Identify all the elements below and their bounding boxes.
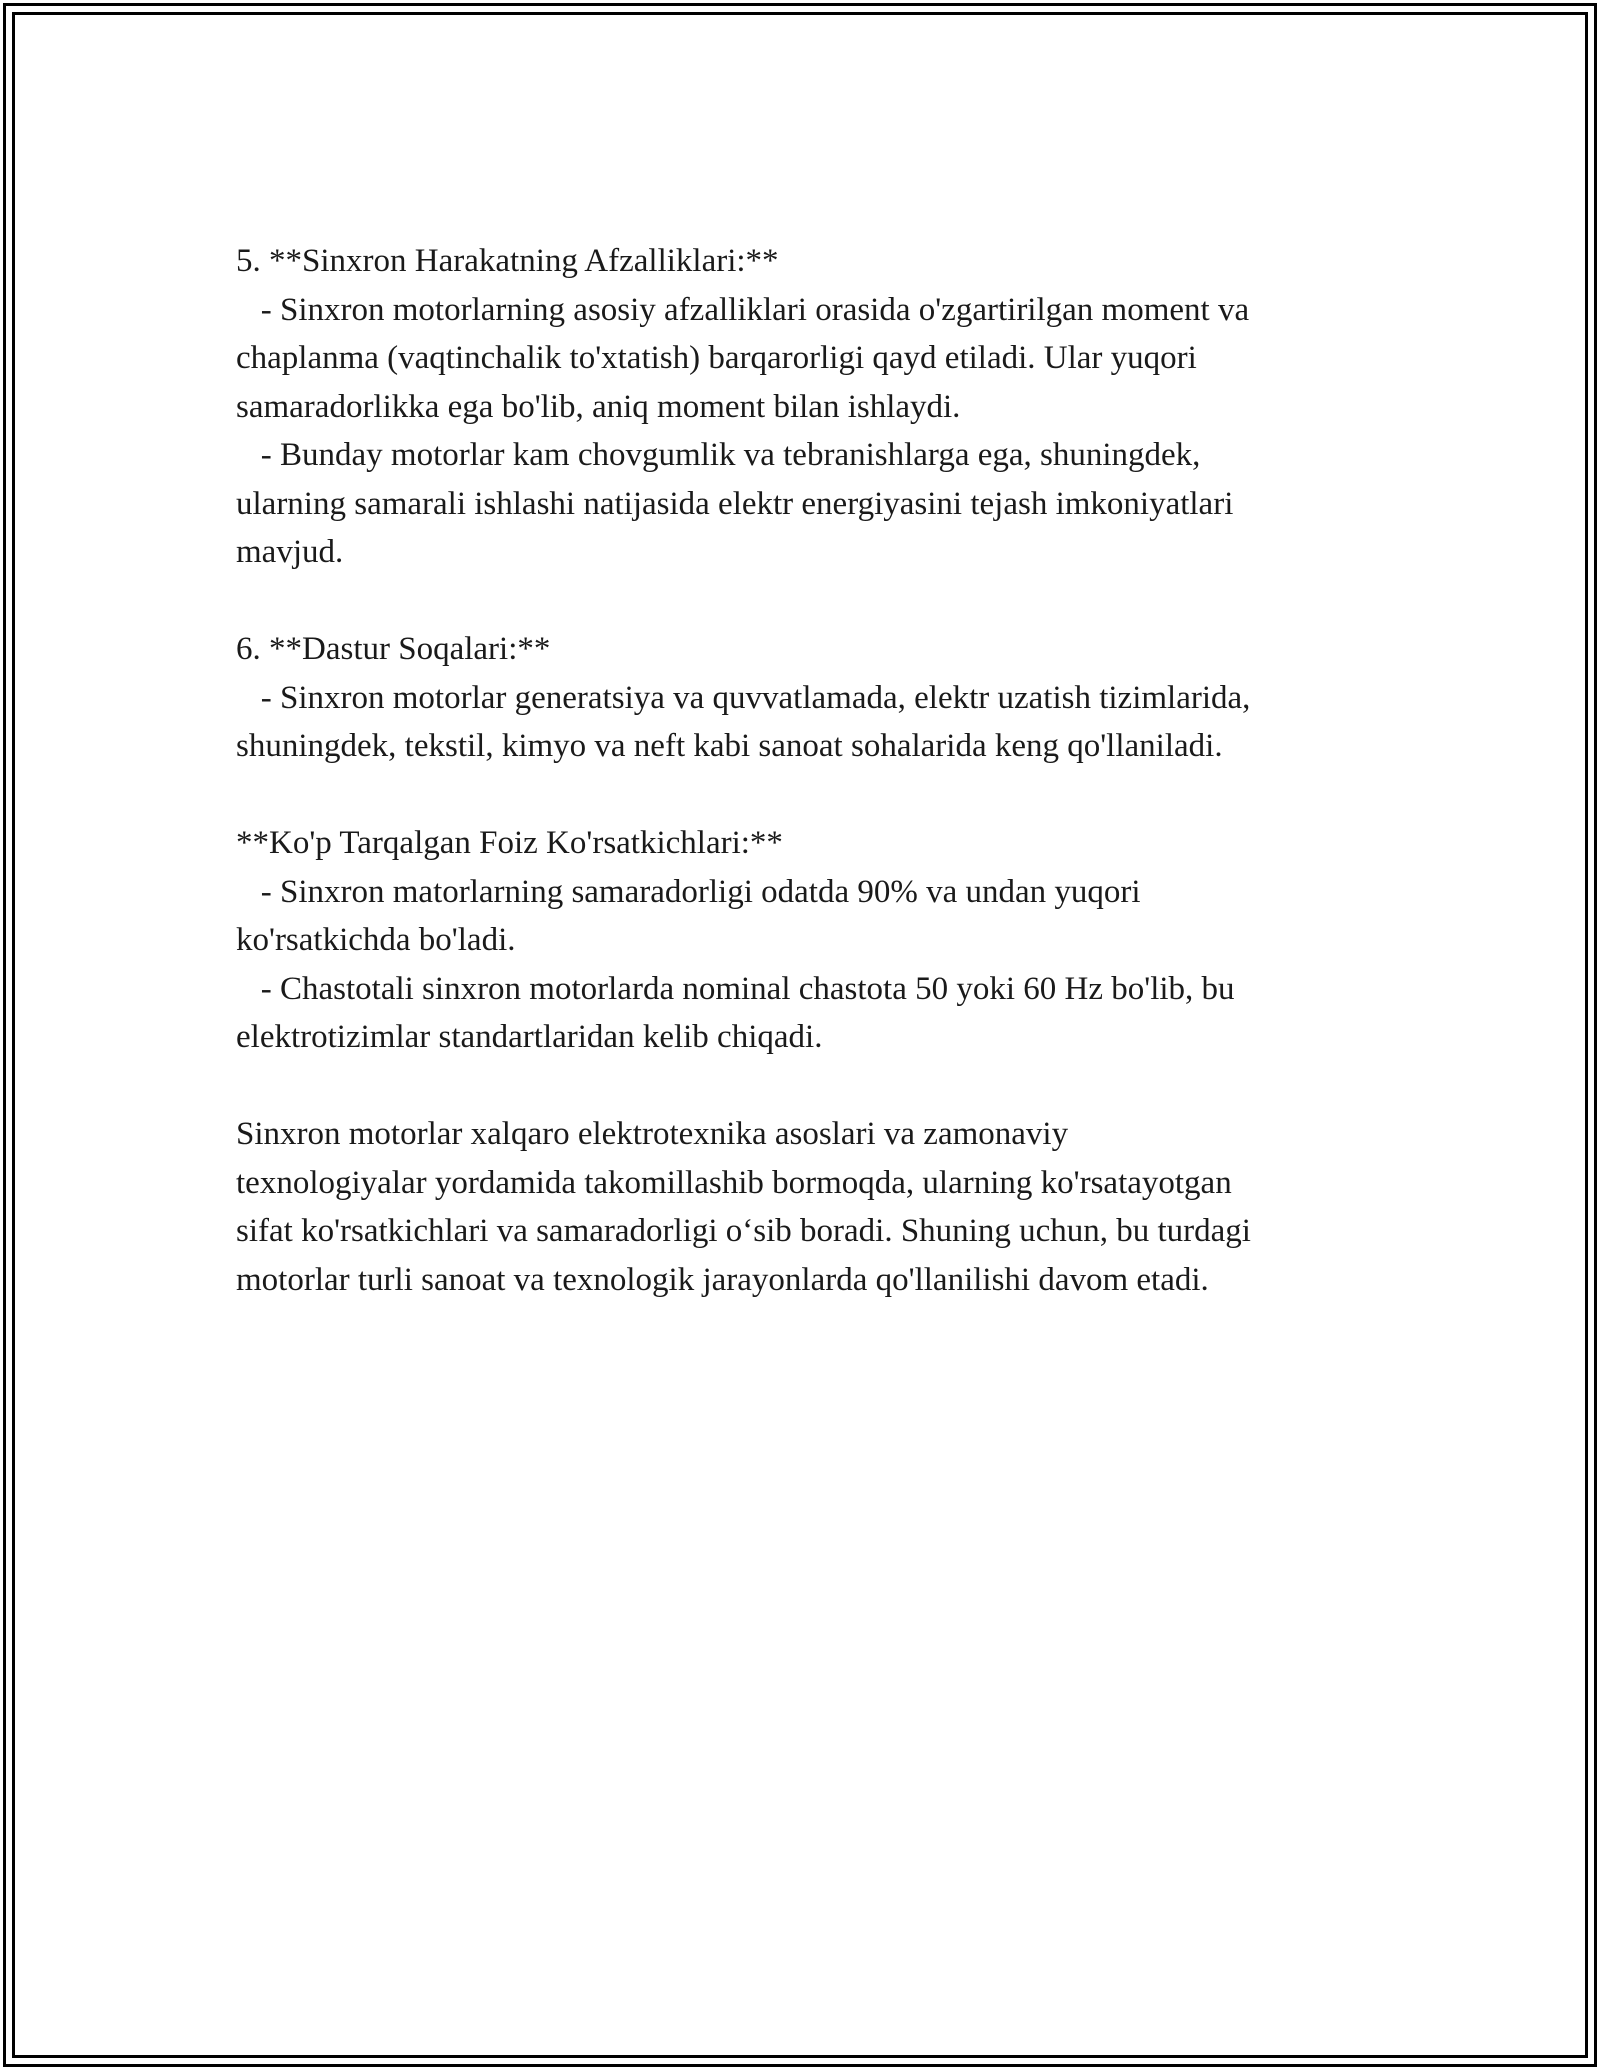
section-heading: 5. **Sinxron Harakatning Afzalliklari:** [236,243,779,279]
paragraph-line: Sinxron motorlar xalqaro elektrotexnika asoslari va zamonaviy [236,1116,1069,1152]
paragraph-line: samaradorlikka ega bo'lib, aniq moment bilan ishlaydi. [236,388,961,425]
section-statistics [236,819,1376,1062]
paragraph-line: texnologiyalar yordamida takomillashib bormoqda, ularning ko'rsatayotgan [236,1164,1232,1201]
section-heading: **Ko'p Tarqalgan Foiz Ko'rsatkichlari:** [236,825,783,861]
paragraph-line: - Chastotali sinxron motorlarda nominal chastota 50 yoki 60 Hz bo'lib, bu [236,970,1235,1007]
paragraph-line: elektrotizimlar standartlaridan kelib chiqadi. [236,1019,823,1055]
blank-line [236,771,1376,820]
section-heading: 6. **Dastur Soqalari:** [236,631,551,667]
paragraph-line: chaplanma (vaqtinchalik to'xtatish) barqarorligi qayd etiladi. Ular yuqori [236,340,1197,376]
paragraph-line: ularning samarali ishlashi natijasida elektr energiyasini tejash imkoniyatlari [236,485,1234,522]
paragraph-line: sifat ko'rsatkichlari va samaradorligi o‘sib boradi. Shuning uchun, bu turdagi [236,1213,1251,1249]
section-applications [236,625,1376,771]
paragraph-line: mavjud. [236,534,344,570]
paragraph-line: motorlar turli sanoat va texnologik jarayonlarda qo'llanilishi davom etadi. [236,1261,1209,1298]
section-advantages [236,237,1376,577]
blank-line [236,1062,1376,1111]
paragraph-line: - Sinxron motorlarning asosiy afzalliklari orasida o'zgartirilgan moment va [236,291,1250,328]
paragraph-line: - Sinxron motorlar generatsiya va quvvatlamada, elektr uzatish tizimlarida, [236,679,1251,716]
document-body [236,237,1376,1304]
paragraph-line: ko'rsatkichda bo'ladi. [236,922,516,958]
section-conclusion [236,1110,1376,1304]
paragraph-line: - Bunday motorlar kam chovgumlik va tebranishlarga ega, shuningdek, [236,437,1201,473]
paragraph-line: shuningdek, tekstil, kimyo va neft kabi sanoat sohalarida keng qo'llaniladi. [236,728,1223,764]
blank-line [236,577,1376,626]
paragraph-line: - Sinxron matorlarning samaradorligi odatda 90% va undan yuqori [236,873,1141,910]
